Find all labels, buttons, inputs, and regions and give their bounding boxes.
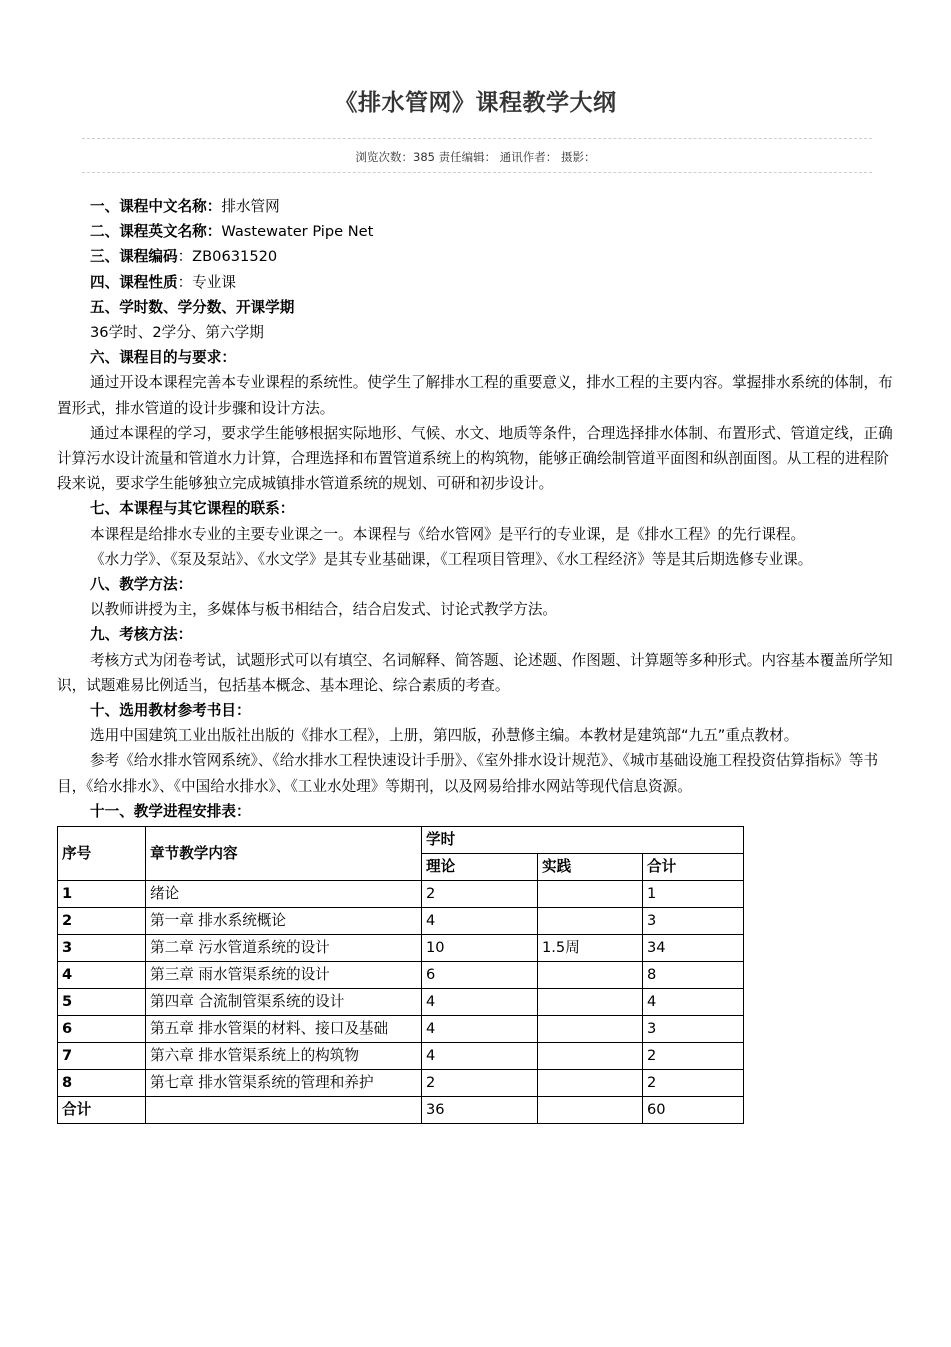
table-row	[58, 908, 744, 935]
table-row	[58, 1070, 744, 1097]
table-row	[58, 935, 744, 962]
cell-content: 第七章 排水管渠系统的管理和养护	[146, 1070, 422, 1097]
footer-seq: 合计	[58, 1097, 146, 1124]
table-row	[58, 881, 744, 908]
section-assessment-heading: 九、考核方法：	[90, 626, 193, 644]
cell-total: 2	[643, 1043, 744, 1070]
cell-theory: 2	[422, 1070, 538, 1097]
footer-total: 60	[643, 1097, 744, 1124]
page-title: 《排水管网》课程教学大纲	[334, 90, 617, 116]
footer-content	[146, 1097, 422, 1124]
header-practice: 实践	[538, 854, 643, 881]
article-body	[57, 194, 897, 1124]
cell-seq: 1	[58, 881, 146, 908]
cell-total: 2	[643, 1070, 744, 1097]
cell-theory: 4	[422, 1043, 538, 1070]
header-hours: 学时	[422, 827, 744, 854]
section-english-name: 二、课程英文名称：Wastewater Pipe Net	[90, 223, 374, 241]
divider-top	[82, 138, 872, 139]
section-relations-paragraph: 本课程是给排水专业的主要专业课之一。本课程与《给水管网》是平行的专业课，是《排水工程》的先行课程。	[90, 525, 806, 543]
cell-total: 34	[643, 935, 744, 962]
section-objectives-heading: 六、课程目的与要求：	[90, 349, 236, 367]
section-textbooks-heading: 十、选用教材参考书目：	[90, 702, 251, 720]
section-methods-paragraph: 以教师讲授为主，多媒体与板书相结合，结合启发式、讨论式教学方法。	[90, 601, 558, 619]
header-seq: 序号	[58, 827, 146, 881]
section-hours-heading: 五、学时数、学分数、开课学期	[90, 298, 295, 316]
cell-content: 第二章 污水管道系统的设计	[146, 935, 422, 962]
cell-practice	[538, 989, 643, 1016]
cell-seq: 3	[58, 935, 146, 962]
section-textbooks-paragraph: 参考《给水排水管网系统》、《给水排水工程快速设计手册》、《室外排水设计规范》、《城市基础设施工程投资估算指标》等书目，《给水排水》、《中国给水排水》、《工业水处理》等期刊，以及网易给排水网站等现代信息资源。	[57, 752, 879, 795]
cell-seq: 5	[58, 989, 146, 1016]
cell-seq: 8	[58, 1070, 146, 1097]
cell-content: 第一章 排水系统概论	[146, 908, 422, 935]
cell-seq: 4	[58, 962, 146, 989]
table-row	[58, 989, 744, 1016]
header-total: 合计	[643, 854, 744, 881]
cell-content: 第四章 合流制管渠系统的设计	[146, 989, 422, 1016]
cell-content: 第三章 雨水管渠系统的设计	[146, 962, 422, 989]
cell-practice	[538, 1016, 643, 1043]
section-relations-heading: 七、本课程与其它课程的联系：	[90, 500, 295, 518]
table-footer-row	[58, 1097, 744, 1124]
cell-seq: 2	[58, 908, 146, 935]
cell-total: 3	[643, 908, 744, 935]
divider-bottom	[82, 172, 872, 173]
section-methods-heading: 八、教学方法：	[90, 576, 193, 594]
cell-seq: 6	[58, 1016, 146, 1043]
header-content: 章节教学内容	[146, 827, 422, 881]
section-hours-text: 36学时、2学分、第六学期	[90, 324, 264, 342]
section-course-nature: 四、课程性质：专业课	[90, 273, 236, 291]
cell-practice: 1.5周	[538, 935, 643, 962]
table-header-row	[58, 827, 744, 854]
table-row	[58, 1043, 744, 1070]
cell-content: 第六章 排水管渠系统上的构筑物	[146, 1043, 422, 1070]
cell-theory: 6	[422, 962, 538, 989]
table-row	[58, 962, 744, 989]
cell-practice	[538, 962, 643, 989]
header-theory: 理论	[422, 854, 538, 881]
cell-theory: 4	[422, 989, 538, 1016]
footer-theory: 36	[422, 1097, 538, 1124]
cell-theory: 4	[422, 908, 538, 935]
footer-practice	[538, 1097, 643, 1124]
cell-practice	[538, 1043, 643, 1070]
section-chinese-name: 一、课程中文名称：排水管网	[90, 198, 280, 215]
cell-theory: 10	[422, 935, 538, 962]
cell-practice	[538, 881, 643, 908]
section-assessment-paragraph: 考核方式为闭卷考试，试题形式可以有填空、名词解释、简答题、论述题、作图题、计算题等多种形式。内容基本覆盖所学知识，试题难易比例适当，包括基本概念、基本理论、综合素质的考查。	[57, 651, 893, 694]
table-row	[58, 1016, 744, 1043]
section-schedule-heading: 十一、教学进程安排表：	[90, 802, 251, 820]
cell-seq: 7	[58, 1043, 146, 1070]
cell-total: 8	[643, 962, 744, 989]
section-textbooks-paragraph: 选用中国建筑工业出版社出版的《排水工程》，上册，第四版，孙慧修主编。本教材是建筑部“九五”重点教材。	[90, 727, 799, 745]
cell-theory: 4	[422, 1016, 538, 1043]
section-objectives-paragraph: 通过本课程的学习，要求学生能够根据实际地形、气候、水文、地质等条件，合理选择排水体制、布置形式、管道定线，正确计算污水设计流量和管道水力计算，合理选择和布置管道系统上的构筑物，能够正确绘制管道平面图和纵剖面图。从工程的进程阶段来说，要求学生能够独立完成城镇排水管道系统的规划、可研和初步设计。	[57, 424, 893, 493]
schedule-table	[57, 826, 744, 1124]
cell-content: 第五章 排水管渠的材料、接口及基础	[146, 1016, 422, 1043]
section-relations-paragraph: 《水力学》、《泵及泵站》、《水文学》是其专业基础课，《工程项目管理》、《水工程经济》等是其后期选修专业课。	[90, 550, 813, 568]
cell-theory: 2	[422, 881, 538, 908]
cell-practice	[538, 1070, 643, 1097]
cell-total: 3	[643, 1016, 744, 1043]
article-meta: 浏览次数：385 责任编辑： 通讯作者： 摄影：	[355, 150, 596, 164]
cell-content: 绪论	[146, 881, 422, 908]
section-course-code: 三、课程编码：ZB0631520	[90, 248, 278, 266]
cell-practice	[538, 908, 643, 935]
section-objectives-paragraph: 通过开设本课程完善本专业课程的系统性。使学生了解排水工程的重要意义，排水工程的主要内容。掌握排水系统的体制，布置形式，排水管道的设计步骤和设计方法。	[57, 374, 893, 417]
cell-total: 4	[643, 989, 744, 1016]
cell-total: 1	[643, 881, 744, 908]
